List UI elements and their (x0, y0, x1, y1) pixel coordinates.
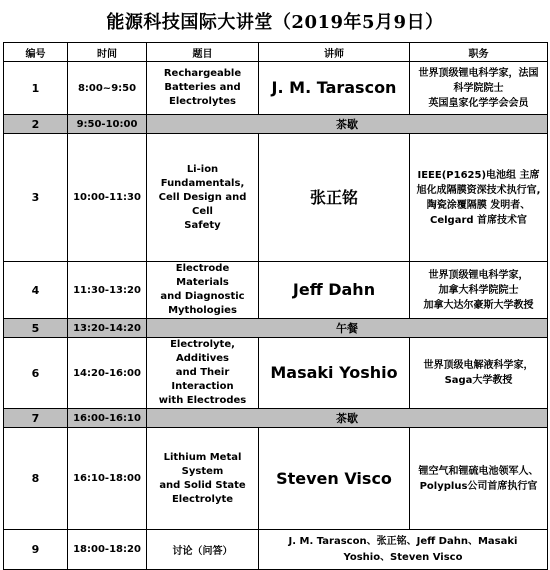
panel-line: Yoshio、Steven Visco (343, 551, 463, 563)
topic-line: and Solid State (159, 479, 246, 491)
role-line: 英国皇家化学学会会员 (428, 97, 529, 109)
row-number: 5 (4, 319, 68, 338)
header-speaker: 讲师 (259, 43, 410, 62)
role-line: 世界顶级锂电科学家，法国 (418, 67, 539, 79)
row-time: 8:00~9:50 (68, 62, 147, 115)
role-line: Polyplus公司首席执行官 (419, 480, 538, 492)
topic-line: Electrolyte, Additives (170, 339, 235, 364)
break-label: 茶歇 (147, 409, 548, 428)
row-topic (147, 338, 259, 409)
role-line: Celgard 首席技术官 (429, 214, 528, 226)
panel-speakers (259, 530, 548, 570)
topic-line: Batteries and (164, 82, 241, 93)
topic-line: Electrolyte (171, 493, 234, 505)
row-number: 9 (4, 530, 68, 570)
header-role: 职务 (410, 43, 548, 62)
header-time: 时间 (68, 43, 147, 62)
role-line: Saga大学教授 (444, 375, 513, 386)
row-topic (147, 62, 259, 115)
row-role (410, 134, 548, 262)
row-topic: 讨论（问答） (147, 530, 259, 570)
topic-line: Mythologies (168, 305, 237, 316)
topic-line: Cell Design and Cell (158, 191, 247, 217)
topic-line: and Their Interaction (171, 367, 234, 392)
row-role (410, 428, 548, 530)
row-speaker: 张正铭 (259, 134, 410, 262)
row-number: 3 (4, 134, 68, 262)
row-time: 16:00-16:10 (68, 409, 147, 428)
topic-line: Electrode Materials (175, 263, 230, 288)
role-line: 旭化成隔膜资深技术执行官, (416, 184, 541, 196)
row-time: 14:20-16:00 (68, 338, 147, 409)
table-row (4, 134, 548, 262)
row-number: 7 (4, 409, 68, 428)
table-row (4, 62, 548, 115)
row-topic (147, 262, 259, 319)
break-row (4, 319, 548, 338)
role-line: 世界顶级电解液科学家， (423, 360, 534, 371)
topic-line: Li-ion Fundamentals, (160, 163, 245, 189)
role-line: 加拿大达尔豪斯大学教授 (423, 299, 534, 311)
role-line: 锂空气和锂硫电池领军人、 (418, 465, 539, 477)
topic-line: with Electrodes (158, 395, 247, 406)
topic-line: Safety (184, 219, 221, 231)
row-speaker: Jeff Dahn (259, 262, 410, 319)
header-topic: 题目 (147, 43, 259, 62)
table-row (4, 262, 548, 319)
row-speaker: J. M. Tarascon (259, 62, 410, 115)
break-label: 午餐 (147, 319, 548, 338)
page-title: 能源科技国际大讲堂（2019年5月9日） (106, 12, 444, 33)
header-no: 编号 (4, 43, 68, 62)
row-speaker: Masaki Yoshio (259, 338, 410, 409)
role-line: 加拿大科学院院士 (438, 284, 519, 296)
row-time: 10:00-11:30 (68, 134, 147, 262)
row-time: 13:20-14:20 (68, 319, 147, 338)
row-time: 16:10-18:00 (68, 428, 147, 530)
break-label: 茶歇 (147, 115, 548, 134)
row-time: 11:30-13:20 (68, 262, 147, 319)
row-number: 1 (4, 62, 68, 115)
role-line: 陶瓷涂覆隔膜 发明者、 (426, 199, 531, 211)
role-line: 世界顶级锂电科学家， (428, 269, 529, 281)
row-role (410, 262, 548, 319)
row-number: 2 (4, 115, 68, 134)
row-topic (147, 428, 259, 530)
break-row (4, 409, 548, 428)
table-row (4, 428, 548, 530)
row-time: 9:50-10:00 (68, 115, 147, 134)
panel-line: J. M. Tarascon、张正铭、Jeff Dahn、Masaki (288, 535, 518, 547)
topic-line: and Diagnostic (160, 291, 245, 302)
break-row (4, 115, 548, 134)
topic-line: Rechargeable (163, 68, 242, 79)
row-speaker: Steven Visco (259, 428, 410, 530)
row-number: 6 (4, 338, 68, 409)
role-line: IEEE(P1625)电池组 主席 (417, 169, 540, 181)
row-role (410, 62, 548, 115)
topic-line: Lithium Metal System (163, 451, 242, 477)
row-time: 18:00-18:20 (68, 530, 147, 570)
table-row (4, 338, 548, 409)
role-line: 科学院院士 (453, 82, 504, 94)
row-number: 8 (4, 428, 68, 530)
row-topic (147, 134, 259, 262)
table-row (4, 530, 548, 570)
header-row (4, 43, 548, 62)
topic-line: Electrolytes (168, 96, 236, 107)
schedule-table (3, 42, 548, 570)
row-number: 4 (4, 262, 68, 319)
row-role (410, 338, 548, 409)
